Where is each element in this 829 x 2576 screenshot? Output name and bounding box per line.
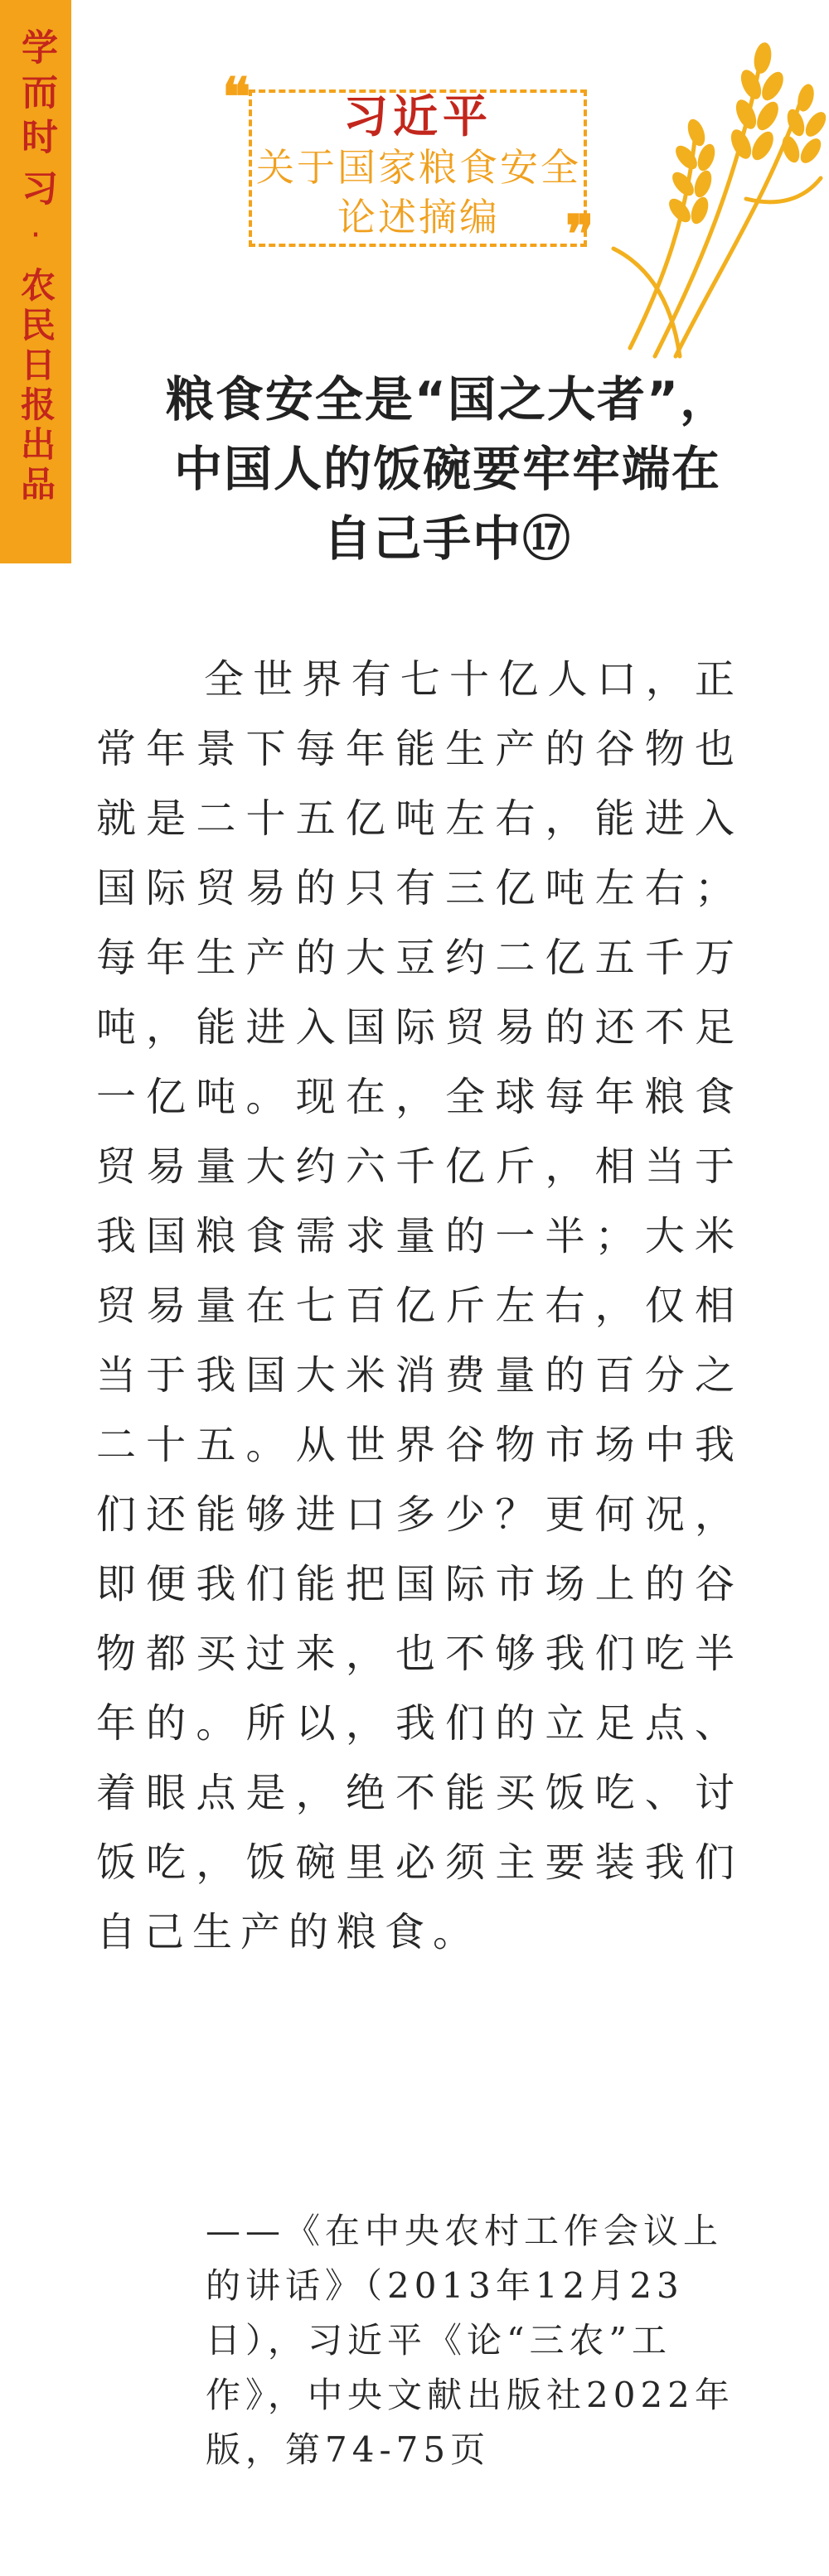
heading-line-2: 中国人的饭碗要牢牢端在 [173,441,721,497]
wheat-illustration-icon [597,0,829,365]
banner-publisher: 农民日报出品 [16,267,56,505]
source-citation: ——《在中央农村工作会议上的讲话》（2013年12月23日），习近平《论“三农”工作》，中央文献出版社2022年版，第74-75页 [206,2211,734,2470]
banner-dot: · [30,216,41,254]
body-paragraph: 全世界有七十亿人口，正常年景下每年能生产的谷物也就是二十五亿吨左右，能进入国际贸易的只有三亿吨左右；每年生产的大豆约二亿五千万吨，能进入国际贸易的还不足一亿吨。现在，全球每年粮食贸易量大约六千亿斤，相当于我国粮食需求量的一半；大米贸易量在七百亿斤左右，仅相当于我国大米消费量的百分之二十五。从世界谷物市场中我们还能够进口多少？更何况，即便我们能把国际市场上的谷物都买过来，也不够我们吃半年的。所以，我们的立足点、着眼点是，绝不能买饭吃、讨饭吃，饭碗里必须主要装我们自己生产的粮食。 [96,656,743,1955]
close-quote-icon: ❞ [565,204,594,266]
book-subtitle [199,143,638,242]
subtitle-line-2: 论述摘编 [337,195,500,239]
author-name: 习近平 [343,90,492,143]
side-banner [0,0,71,563]
article-heading [91,365,804,573]
banner-title-xi: 习 [15,169,57,210]
heading-line-3: 自己手中⑰ [322,510,572,567]
open-quote-icon: ❝ [222,66,251,128]
banner-title: 学而时 [15,28,57,162]
heading-line-1: 粮食安全是“国之大者”， [165,371,730,428]
subtitle-line-1: 关于国家粮食安全 [256,145,581,190]
